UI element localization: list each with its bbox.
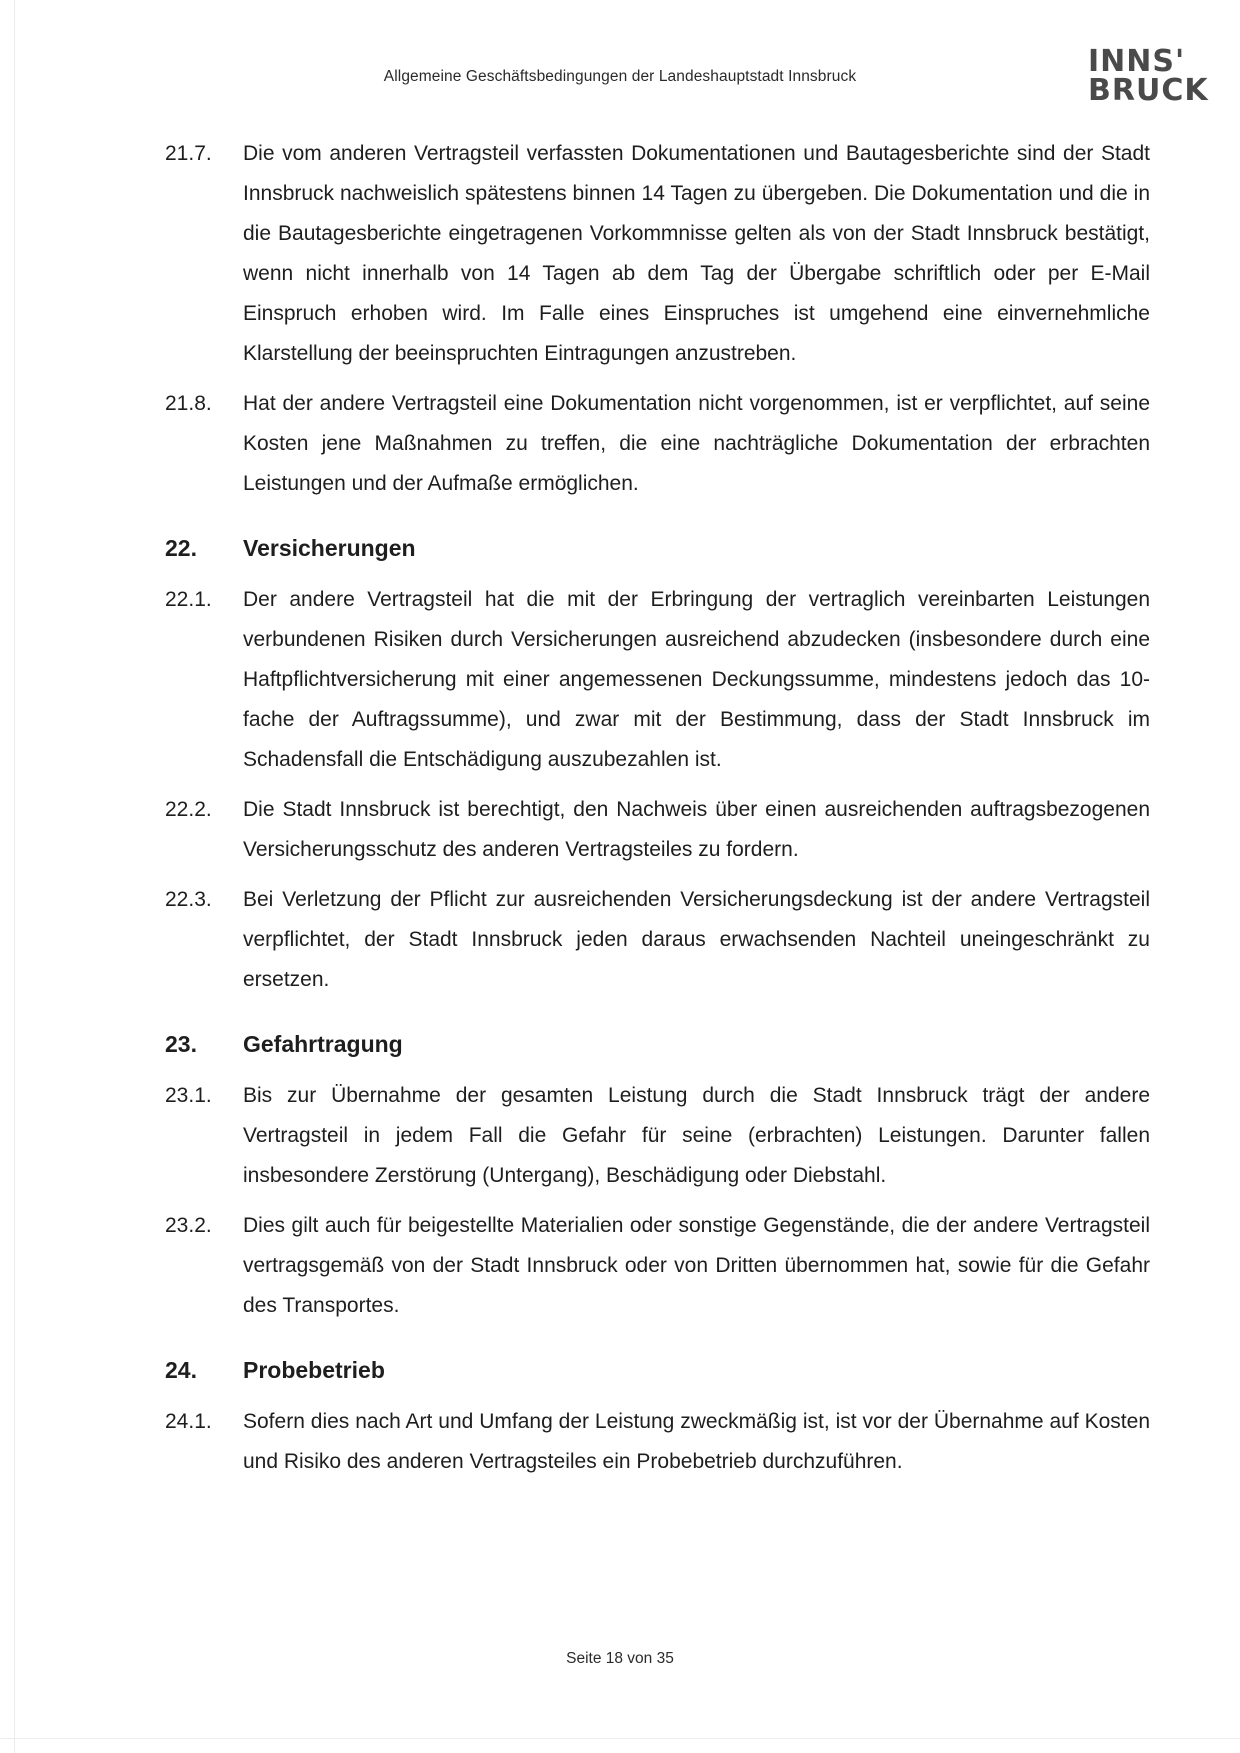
clause-number: 23.2.	[165, 1214, 212, 1237]
clause-text: Die vom anderen Vertragsteil verfassten Dokumentationen und Bautagesberichte sind der Stadt Innsbruck nachweislich spätestens binnen 14 Tagen zu übergeben. Die Dokumentation und die in die Bautagesberichte eingetragenen Vorkommnisse gelten als von der Stadt Innsbruck bestätigt, wenn nicht innerhalb von 14 Tagen ab dem Tag der Übergabe schriftlich oder per E-Mail Einspruch erhoben wird. Im Falle eines Einspruches ist umgehend eine einvernehmliche Klarstellung der beeinspruchten Eintragungen anzustreben.	[243, 142, 1150, 365]
document-body	[165, 134, 1150, 1492]
scan-edge-left	[14, 0, 15, 1753]
clause-text: Bis zur Übernahme der gesamten Leistung durch die Stadt Innsbruck trägt der andere Vertragsteil in jedem Fall die Gefahr für seine (erbrachten) Leistungen. Darunter fallen insbesondere Zerstörung (Untergang), Beschädigung oder Diebstahl.	[243, 1084, 1150, 1187]
section-number: 24.	[165, 1357, 197, 1383]
section-heading-24	[165, 1350, 1150, 1390]
section-number: 23.	[165, 1031, 197, 1057]
clause-text: Bei Verletzung der Pflicht zur ausreichenden Versicherungsdeckung ist der andere Vertragsteil verpflichtet, der Stadt Innsbruck jeden daraus erwachsenden Nachteil uneingeschränkt zu ersetzen.	[243, 888, 1150, 991]
section-title: Gefahrtragung	[243, 1031, 403, 1057]
clause-text: Hat der andere Vertragsteil eine Dokumentation nicht vorgenommen, ist er verpflichtet, auf seine Kosten jene Maßnahmen zu treffen, die eine nachträgliche Dokumentation der erbrachten Leistungen und der Aufmaße ermöglichen.	[243, 392, 1150, 495]
clause-23-2	[165, 1206, 1150, 1326]
section-heading-22	[165, 528, 1150, 568]
clause-21-8	[165, 384, 1150, 504]
clause-text: Der andere Vertragsteil hat die mit der Erbringung der vertraglich vereinbarten Leistungen verbundenen Risiken durch Versicherungen ausreichend abzudecken (insbesondere durch eine Haftpflichtversicherung mit einer angemessenen Deckungssumme, mindestens jedoch das 10-fache der Auftragssumme), und zwar mit der Bestimmung, dass der Stadt Innsbruck im Schadensfall die Entschädigung auszubezahlen ist.	[243, 588, 1150, 771]
clause-22-2	[165, 790, 1150, 870]
section-title: Probebetrieb	[243, 1357, 385, 1383]
page-number: Seite 18 von 35	[566, 1650, 674, 1667]
innsbruck-logo	[1088, 44, 1209, 108]
logo-line-1: INNS'	[1088, 44, 1186, 79]
clause-number: 21.7.	[165, 142, 212, 165]
clause-22-1	[165, 580, 1150, 780]
clause-text: Dies gilt auch für beigestellte Materialien oder sonstige Gegenstände, die der andere Vertragsteil vertragsgemäß von der Stadt Innsbruck oder von Dritten übernommen hat, sowie für die Gefahr des Transportes.	[243, 1214, 1150, 1317]
clause-number: 24.1.	[165, 1410, 212, 1433]
clause-22-3	[165, 880, 1150, 1000]
clause-number: 21.8.	[165, 392, 212, 415]
clause-23-1	[165, 1076, 1150, 1196]
clause-number: 22.3.	[165, 888, 212, 911]
header-title: Allgemeine Geschäftsbedingungen der Landeshauptstadt Innsbruck	[383, 68, 857, 85]
clause-text: Sofern dies nach Art und Umfang der Leistung zweckmäßig ist, ist vor der Übernahme auf Kosten und Risiko des anderen Vertragsteiles ein Probebetrieb durchzuführen.	[243, 1410, 1150, 1473]
logo-line-2: BRUCK	[1088, 73, 1209, 108]
scan-edge-bottom	[0, 1738, 1240, 1739]
clause-24-1	[165, 1402, 1150, 1482]
clause-number: 22.2.	[165, 798, 212, 821]
section-title: Versicherungen	[243, 535, 416, 561]
clause-number: 23.1.	[165, 1084, 212, 1107]
clause-number: 22.1.	[165, 588, 212, 611]
section-number: 22.	[165, 535, 197, 561]
clause-text: Die Stadt Innsbruck ist berechtigt, den Nachweis über einen ausreichenden auftragsbezogenen Versicherungsschutz des anderen Vertragsteiles zu fordern.	[243, 798, 1150, 861]
section-heading-23	[165, 1024, 1150, 1064]
clause-21-7	[165, 134, 1150, 374]
